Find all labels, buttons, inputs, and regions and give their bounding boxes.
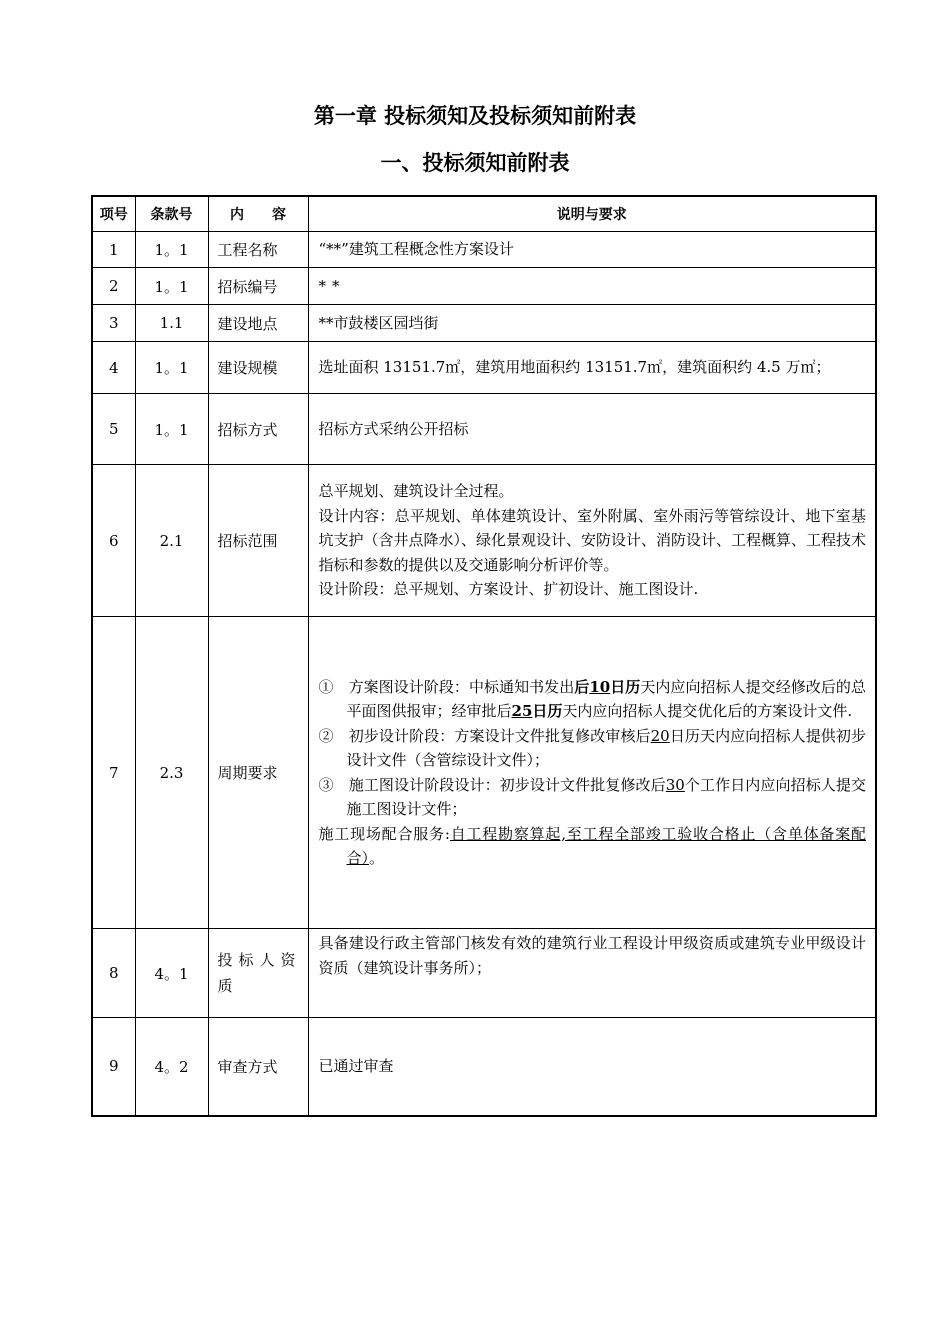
table-row [92, 232, 876, 268]
row-item: 工程名称 [208, 232, 308, 268]
row-desc: “**”建筑工程概念性方案设计 [308, 232, 876, 268]
table-row [92, 342, 876, 394]
row-item: 招标范围 [208, 465, 308, 617]
row-no: 5 [92, 394, 135, 465]
cycle-text: 天内应向招标人提交经修改后的总平面图供报审；经审批后 [346, 677, 866, 720]
row-desc: 具备建设行政主管部门核发有效的建筑行业工程设计甲级资质或建筑专业甲级设计资质（建筑设计事务所）； [308, 929, 876, 1018]
row-clause: 2.1 [135, 465, 208, 617]
row-desc: 选址面积 13151.7㎡，建筑用地面积约 13151.7㎡，建筑面积约 4.5 万㎡； [308, 342, 876, 394]
row-clause: 4。2 [135, 1018, 208, 1116]
scope-line: 总平规划、建筑设计全过程。 [318, 482, 514, 501]
row-clause: 2.3 [135, 617, 208, 929]
cycle-text: 后 [574, 677, 590, 696]
item-marker: ② [318, 726, 334, 745]
row-no: 7 [92, 617, 135, 929]
row-desc: **市鼓楼区园垱街 [308, 305, 876, 342]
table-row [92, 394, 876, 465]
header-content: 内 容 [208, 196, 308, 232]
row-clause: 4。1 [135, 929, 208, 1018]
table-row [92, 617, 876, 929]
row-desc: 已通过审查 [308, 1018, 876, 1116]
scope-line: 设计内容：总平规划、单体建筑设计、室外附属、室外雨污等管综设计、地下室基坑支护（含井点降水）、绿化景观设计、安防设计、消防设计、工程概算、工程技术指标和参数的提供以及交通影响分析评价等。 [318, 506, 867, 574]
item-marker: ③ [318, 775, 334, 794]
cycle-days: 20 [650, 726, 670, 745]
header-description: 说明与要求 [308, 196, 876, 232]
header-clause: 条款号 [135, 196, 208, 232]
row-item: 投标人资质 [208, 929, 308, 1018]
row-clause: 1。1 [135, 342, 208, 394]
cycle-item-3 [319, 773, 867, 822]
row-desc [308, 617, 876, 929]
row-no: 3 [92, 305, 135, 342]
row-clause: 1.1 [135, 305, 208, 342]
cycle-days: 30 [665, 775, 685, 794]
row-clause: 1。1 [135, 232, 208, 268]
table-row [92, 305, 876, 342]
cycle-item-2 [319, 724, 867, 773]
cycle-text: 日历 [532, 702, 563, 720]
item-marker: ① [318, 677, 334, 696]
row-clause: 1。1 [135, 268, 208, 305]
cycle-text: 自工程勘察算起,至工程全部竣工验收合格止（含单体备案配合） [346, 824, 866, 867]
row-item: 审查方式 [208, 1018, 308, 1116]
header-no: 项号 [92, 196, 135, 232]
row-no: 6 [92, 465, 135, 617]
table-row [92, 929, 876, 1018]
chapter-title: 第一章 投标须知及投标须知前附表 [313, 104, 637, 128]
cycle-text: 日历天内应向招标人提供初步设计文件（含管综设计文件）； [346, 726, 866, 769]
cycle-text: 天内应向招标人提交优化后的方案设计文件. [562, 702, 853, 720]
row-no: 1 [92, 232, 135, 268]
cycle-text: 施工图设计阶段设计：初步设计文件批复修改后 [348, 775, 666, 794]
tender-info-table [91, 195, 877, 1117]
cycle-text: 方案图设计阶段：中标通知书发出 [348, 677, 575, 696]
row-item: 周期要求 [208, 617, 308, 929]
cycle-item-1 [319, 675, 867, 724]
cycle-text: 个工作日内应向招标人提交施工图设计文件； [346, 775, 866, 818]
table-row [92, 1018, 876, 1116]
cycle-text: 初步设计阶段：方案设计文件批复修改审核后 [348, 726, 651, 745]
scope-line: 设计阶段：总平规划、方案设计、扩初设计、施工图设计. [318, 580, 699, 599]
row-desc: ** [308, 268, 876, 305]
row-item: 招标编号 [208, 268, 308, 305]
row-no: 9 [92, 1018, 135, 1116]
table-row [92, 465, 876, 617]
cycle-text: 。 [369, 849, 385, 867]
row-no: 4 [92, 342, 135, 394]
cycle-days: 10 [589, 677, 611, 696]
table-header-row [92, 196, 876, 232]
row-desc [308, 465, 876, 617]
cycle-text: 日历 [610, 677, 641, 696]
cycle-days: 25 [511, 702, 533, 720]
row-no: 8 [92, 929, 135, 1018]
row-clause: 1。1 [135, 394, 208, 465]
row-item: 建设规模 [208, 342, 308, 394]
row-desc: 招标方式采纳公开招标 [308, 394, 876, 465]
table-row [92, 268, 876, 305]
site-service [319, 822, 867, 871]
cycle-text: 施工现场配合服务: [318, 824, 450, 843]
row-item: 建设地点 [208, 305, 308, 342]
section-title: 一、投标须知前附表 [380, 151, 570, 175]
row-no: 2 [92, 268, 135, 305]
row-item: 招标方式 [208, 394, 308, 465]
